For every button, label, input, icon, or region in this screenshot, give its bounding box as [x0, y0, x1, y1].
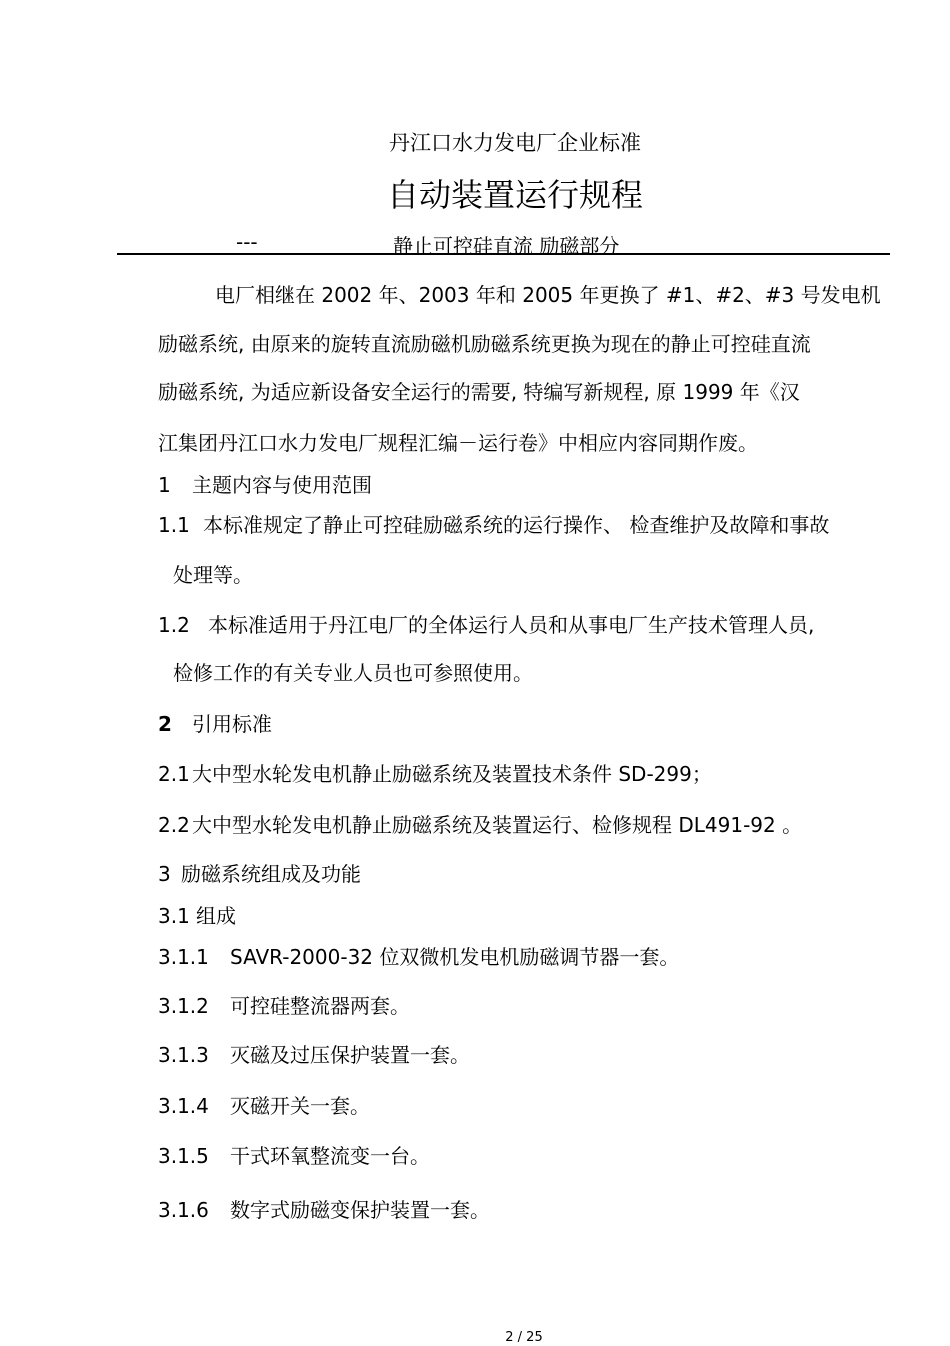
- section-number: 1: [158, 473, 171, 497]
- item-number: 3.1.4: [158, 1094, 209, 1118]
- item-text: 灭磁开关一套。: [230, 1094, 370, 1118]
- clause-continuation: 检修工作的有关专业人员也可参照使用。: [173, 661, 533, 685]
- document-title: 自动装置运行规程: [386, 176, 643, 214]
- section-heading: [158, 712, 272, 736]
- item-text: 干式环氧整流变一台。: [230, 1144, 430, 1168]
- item-text: SAVR-2000-32 位双微机发电机励磁调节器一套。: [230, 945, 680, 969]
- item-number: 3.1.6: [158, 1198, 209, 1222]
- list-item: [158, 994, 410, 1018]
- item-number: 3.1.1: [158, 945, 209, 969]
- clause-text: 组成: [196, 904, 236, 928]
- clause: [158, 613, 814, 637]
- header-divider: [117, 253, 890, 255]
- clause-number: 2.1: [158, 762, 190, 786]
- item-number: 3.1.3: [158, 1043, 209, 1067]
- clause-text: 本标准规定了静止可控硅励磁系统的运行操作、 检查维护及故障和事故: [203, 513, 830, 537]
- section-heading: [158, 862, 361, 886]
- item-text: 可控硅整流器两套。: [230, 994, 410, 1018]
- section-heading: [158, 473, 372, 497]
- page-number: 2 / 25: [505, 1330, 543, 1345]
- clause-number: 3.1: [158, 904, 190, 928]
- clause: [158, 762, 712, 786]
- item-text: 数字式励磁变保护装置一套。: [230, 1198, 490, 1222]
- clause-continuation: 处理等。: [173, 563, 253, 587]
- subtitle-dash: ---: [236, 230, 258, 254]
- clause-number: 1.1: [158, 513, 190, 537]
- clause-number: 1.2: [158, 613, 190, 637]
- document-subtitle: 静止可控硅直流 励磁部分: [393, 234, 620, 258]
- section-number: 3: [158, 862, 171, 886]
- section-number: 2: [158, 712, 172, 736]
- section-text: 主题内容与使用范围: [192, 473, 372, 497]
- intro-line-1: 电厂相继在 2002 年、2003 年和 2005 年更换了 #1、#2、#3 号发电机: [215, 283, 881, 307]
- clause-text: 大中型水轮发电机静止励磁系统及装置运行、检修规程 DL491-92 。: [192, 813, 803, 837]
- section-text: 励磁系统组成及功能: [181, 862, 361, 886]
- list-item: [158, 945, 679, 969]
- intro-line-3: 励磁系统, 为适应新设备安全运行的需要, 特编写新规程, 原 1999 年《汉: [158, 380, 800, 404]
- list-item: [158, 1198, 490, 1222]
- list-item: [158, 1043, 470, 1067]
- document-org-header: 丹江口水力发电厂企业标准: [389, 131, 641, 155]
- section-text: 引用标准: [192, 712, 272, 736]
- clause: [158, 813, 802, 837]
- list-item: [158, 1144, 430, 1168]
- item-number: 3.1.5: [158, 1144, 209, 1168]
- clause-text: 大中型水轮发电机静止励磁系统及装置技术条件 SD-299；: [192, 762, 712, 786]
- intro-line-2: 励磁系统, 由原来的旋转直流励磁机励磁系统更换为现在的静止可控硅直流: [158, 332, 811, 356]
- list-item: [158, 1094, 370, 1118]
- item-number: 3.1.2: [158, 994, 209, 1018]
- intro-line-4: 江集团丹江口水力发电厂规程汇编－运行卷》中相应内容同期作废。: [158, 431, 758, 455]
- item-text: 灭磁及过压保护装置一套。: [230, 1043, 470, 1067]
- clause: [158, 513, 829, 537]
- clause-number: 2.2: [158, 813, 190, 837]
- clause: [158, 904, 236, 928]
- clause-text: 本标准适用于丹江电厂的全体运行人员和从事电厂生产技术管理人员,: [208, 613, 815, 637]
